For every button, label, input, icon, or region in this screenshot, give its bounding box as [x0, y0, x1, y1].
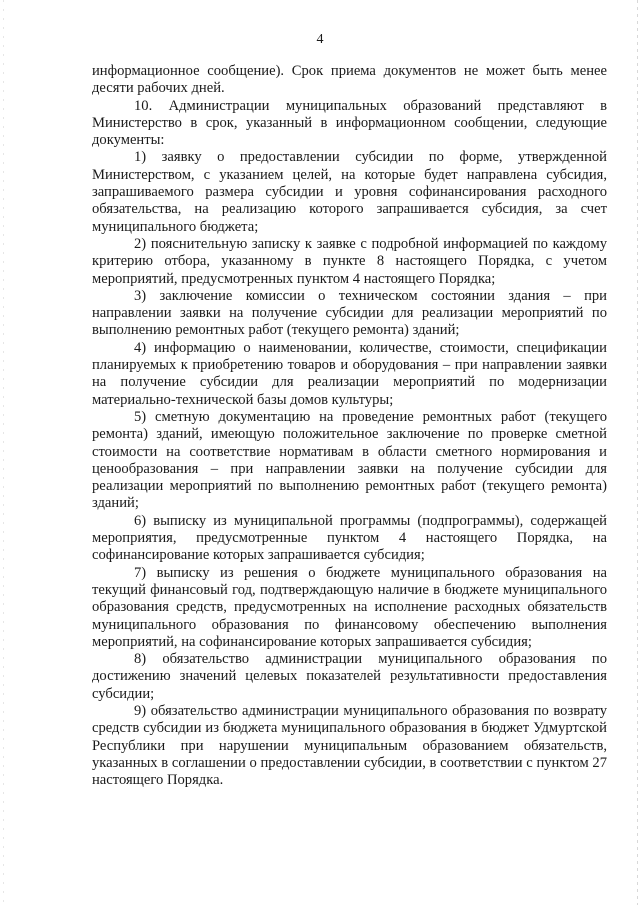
paragraph-subitem-7: 7) выписку из решения о бюджете муниципального образования на текущий финансовый год, подтверждающую наличие в бюджете муниципального образования средств, предусмотренных на исполнение расходных обязательств муниципального образования по финансовому обеспечению выполнения мероприятий, на софинансирование которых запрашивается субсидия;: [92, 564, 607, 650]
paragraph-continuation: информационное сообщение). Срок приема документов не может быть менее десяти рабочих дней.: [92, 63, 607, 97]
paragraph-subitem-8: 8) обязательство администрации муниципального образования по достижению значений целевых показателей результативности предоставления субсидии;: [92, 651, 607, 702]
page-number: 4: [316, 32, 324, 47]
paragraph-item-10: 10. Администрации муниципальных образований представляют в Министерство в срок, указанный в информационном сообщении, следующие документы:: [92, 97, 607, 149]
paragraph-subitem-1: 1) заявку о предоставлении субсидии по форме, утвержденной Министерством, с указанием целей, на которые будет направлена субсидия, запрашиваемого размера субсидии и уровня софинансирования расходного обязательства, на реализацию которого запрашивается субсидия, за счет муниципального бюджета;: [92, 149, 607, 235]
paragraph-subitem-9: 9) обязательство администрации муниципального образования по возврату средств субсидии из бюджета муниципального образования в бюджет Удмуртской Республики при нарушении муниципальным образованием обязательств, указанных в соглашении о предоставлении субсидии, в соответствии с пунктом 27 настоящего Порядка.: [92, 702, 607, 789]
paragraph-subitem-6: 6) выписку из муниципальной программы (подпрограммы), содержащей мероприятия, предусмотренные пунктом 4 настоящего Порядка, на софинансирование которых запрашивается субсидия;: [92, 512, 607, 564]
paragraph-subitem-3: 3) заключение комиссии о техническом состоянии здания – при направлении заявки на получение субсидии для реализации мероприятий по выполнению ремонтных работ (текущего ремонта) зданий;: [92, 287, 607, 339]
paragraph-subitem-4: 4) информацию о наименовании, количестве, стоимости, спецификации планируемых к приобретению товаров и оборудования – при направлении заявки на получение субсидии для реализации мероприятий по модернизации материально-технической базы домов культуры;: [92, 339, 607, 408]
document-body: [92, 63, 607, 789]
paragraph-subitem-2: 2) пояснительную записку к заявке с подробной информацией по каждому критерию отбора, указанному в пункте 8 настоящего Порядка, с учетом мероприятий, предусмотренных пунктом 4 настоящего Порядка;: [92, 235, 607, 287]
scan-edge-right: [637, 0, 638, 905]
paragraph-subitem-5: 5) сметную документацию на проведение ремонтных работ (текущего ремонта) зданий, имеющую положительное заключение по проверке сметной стоимости на соответствие нормативам в области сметного нормирования и ценообразования – при направлении заявки на получение субсидии для реализации мероприятий по выполнению ремонтных работ (текущего ремонта) зданий;: [92, 408, 607, 512]
scan-edge-left: [3, 0, 4, 905]
